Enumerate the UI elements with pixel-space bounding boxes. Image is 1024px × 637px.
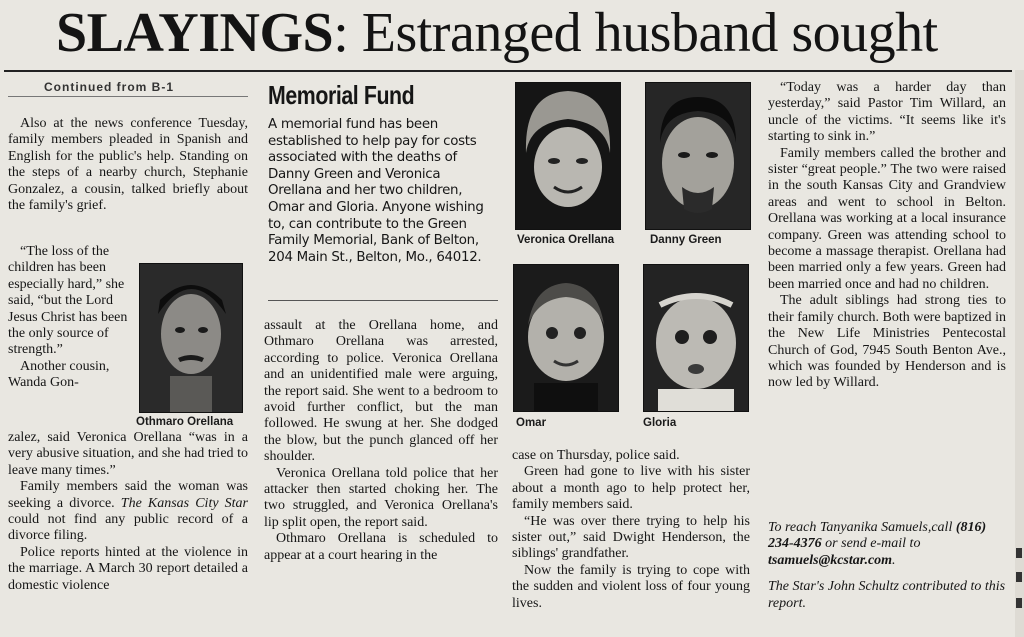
col1-p4-c: could not find any public record of a divorce filing. bbox=[8, 512, 248, 544]
portrait-omar bbox=[514, 265, 618, 411]
column-1-top bbox=[8, 116, 248, 214]
column-1-bottom bbox=[8, 430, 248, 594]
col2-paragraph-1: assault at the Orellana home, and Othmaro Orellana was arrested, according to police. Veronica Orellana and an unidentified male were arguing, the report said. She went to a bedroom to avoid further conflict, but the man followed. He swung at her. She dodged the blow, but the punch glanced off her shoulder. bbox=[264, 318, 498, 465]
contact-text-b: or send e-mail to bbox=[821, 536, 921, 552]
col1-paragraph-2: “The loss of the children has been especially hard,” she said, “but the Lord Jesus Christ has been the only source of strength.” bbox=[8, 244, 128, 358]
portrait-veronica bbox=[516, 83, 620, 229]
column-4 bbox=[768, 80, 1006, 392]
col1-paragraph-5: Police reports hinted at the violence in the marriage. A March 30 report detailed a domestic violence bbox=[8, 544, 248, 593]
photo-othmaro-orellana bbox=[139, 263, 243, 413]
col3-paragraph-4: Now the family is trying to cope with the sudden and violent loss of four young lives. bbox=[512, 562, 750, 611]
portrait-danny bbox=[646, 83, 750, 229]
headline-title: Estranged husband sought bbox=[361, 2, 938, 64]
contact-phone: (816) 234-4376 bbox=[768, 520, 987, 552]
column-2 bbox=[264, 318, 498, 564]
headline-separator: : bbox=[333, 2, 362, 64]
edge-mark bbox=[1016, 598, 1022, 608]
col1-paragraph-3-start: Another cousin, Wanda Gon- bbox=[8, 358, 110, 391]
col2-paragraph-3: Othmaro Orellana is scheduled to appear at a court hearing in the bbox=[264, 531, 498, 563]
col4-paragraph-2: Family members called the brother and sister “great people.” The two were raised in the south Kansas City and Grandview areas and went to school in Belton. Orellana was working at a local insurance company. Green was attending school to become a massage therapist. Orellana had been married only a few years. Green had been married once and had no children. bbox=[768, 145, 1006, 292]
headline-kicker: SLAYINGS bbox=[56, 2, 334, 64]
photo-gloria bbox=[643, 264, 749, 412]
col1-paragraph-4 bbox=[8, 479, 248, 545]
col1-paragraph-3-cont: zalez, said Veronica Orellana “was in a very abusive situation, and she had tried to leave many times.” bbox=[8, 430, 248, 478]
col4-paragraph-1: “Today was a harder day than yesterday,” said Pastor Tim Willard, an uncle of the victims. “It seems like it's starting to sink in.” bbox=[768, 80, 1006, 145]
caption-danny: Danny Green bbox=[650, 234, 722, 246]
headline-rule bbox=[4, 70, 1012, 72]
photo-omar bbox=[513, 264, 619, 412]
caption-veronica: Veronica Orellana bbox=[517, 234, 615, 246]
contact-text-a: To reach Tanyanika Samuels,call bbox=[768, 520, 956, 535]
col3-paragraph-1: case on Thursday, police said. bbox=[512, 448, 680, 463]
contact-text-c: . bbox=[892, 552, 896, 568]
col1-p4-publication: The Kansas City Star bbox=[120, 495, 248, 511]
photo-veronica-orellana bbox=[515, 82, 621, 230]
edge-mark bbox=[1016, 572, 1022, 582]
continued-label: Continued from B-1 bbox=[44, 80, 174, 94]
caption-gloria: Gloria bbox=[643, 417, 677, 429]
memorial-fund-body: A memorial fund has been established to help pay for costs associated with the deaths of Danny Green and Veronica Orellana and her two children, Omar and Gloria. Anyone wishing to, can contribute to the Green Family Memorial, Bank of Belton, 204 Main St., Belton, Mo., 64012. bbox=[268, 117, 484, 265]
column-1-wrap bbox=[8, 244, 132, 392]
col1-paragraph-1: Also at the news conference Tuesday, family members pleaded in Spanish and English for the public's help. Standing on the steps of a nearby church, Stephanie Gonzalez, a cousin, talked briefly about the family's grief. bbox=[8, 116, 248, 214]
edge-mark bbox=[1016, 548, 1022, 558]
contact-line bbox=[768, 520, 1006, 569]
col1-p4-a: Family members said the woman was seeking a divorce. bbox=[8, 479, 248, 511]
reporter-contact bbox=[768, 520, 1006, 612]
headline bbox=[56, 2, 1016, 64]
col2-paragraph-2: Veronica Orellana told police that her attacker then started choking her. The two struggled, and Veronica Orellana's lip split open, the report said. bbox=[264, 465, 498, 530]
credit-line: The Star's John Schultz contributed to this report. bbox=[768, 579, 1006, 611]
memorial-fund-title: Memorial Fund bbox=[268, 80, 415, 110]
photo-danny-green bbox=[645, 82, 751, 230]
col4-paragraph-3: The adult siblings had strong ties to their family church. Both were baptized in the New Life Ministries Pentecostal Church of God, 7945 South Benton Ave., which was founded by Henderson and is now led by Willard. bbox=[768, 293, 1006, 391]
memorial-fund-box bbox=[268, 117, 498, 266]
continued-rule bbox=[8, 96, 248, 97]
memorial-fund-rule bbox=[268, 300, 498, 301]
portrait-othmaro bbox=[140, 264, 242, 412]
column-3 bbox=[512, 448, 750, 612]
col3-paragraph-3: “He was over there trying to help his sister out,” said Dwight Henderson, the siblings' grandfather. bbox=[512, 513, 750, 562]
contact-email: tsamuels@kcstar.com bbox=[768, 552, 893, 568]
caption-othmaro: Othmaro Orellana bbox=[136, 416, 234, 428]
caption-omar: Omar bbox=[516, 417, 547, 429]
col3-paragraph-2: Green had gone to live with his sister about a month ago to help protect her, family members said. bbox=[512, 464, 750, 513]
portrait-gloria bbox=[644, 265, 748, 411]
